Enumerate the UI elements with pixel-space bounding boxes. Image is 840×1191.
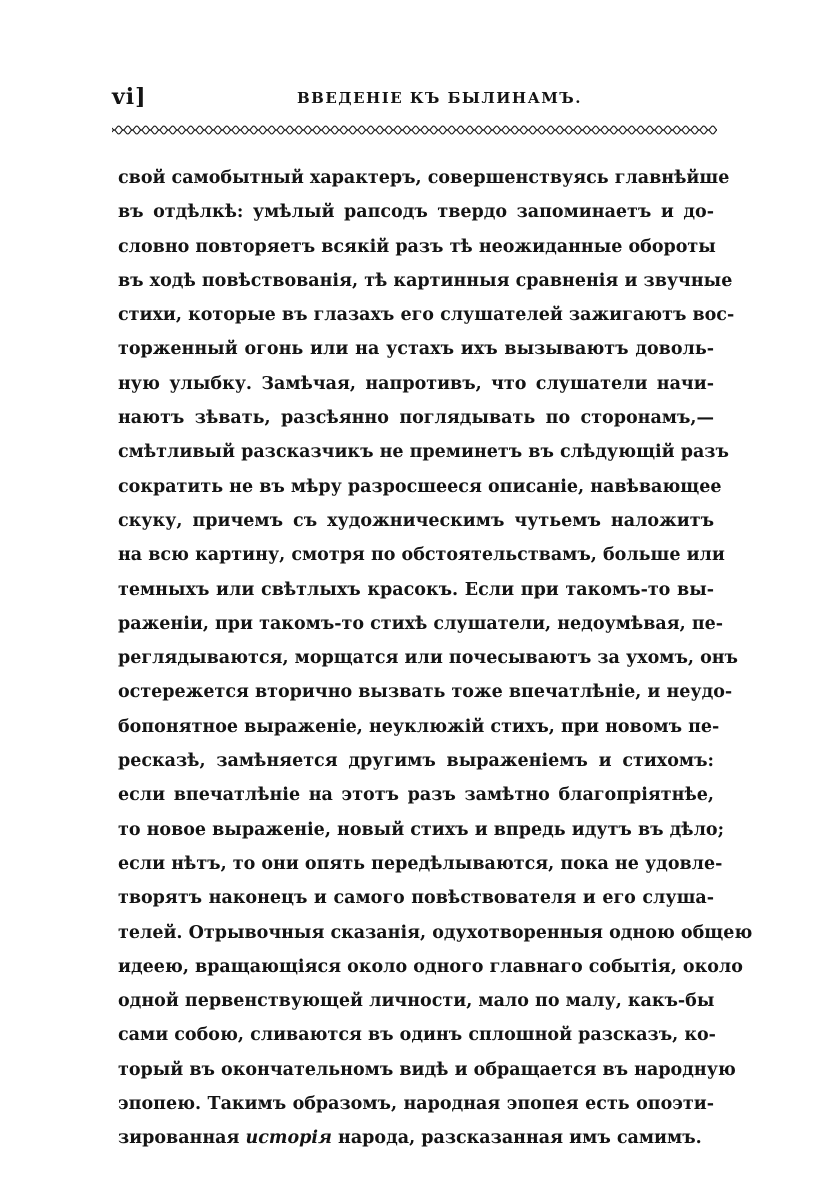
text-line: наютъ зѣвать, разсѣянно поглядывать по сторонамъ,— <box>118 408 714 429</box>
text-line: если впечатлѣніе на этотъ разъ замѣтно благопріятнѣе, <box>118 785 714 806</box>
text-line: ресказѣ, замѣняется другимъ выраженіемъ и стихомъ: <box>118 751 714 772</box>
text-line: творятъ наконецъ и самого повѣствователя и его слуша- <box>118 888 714 909</box>
text-line: то новое выраженіе, новый стихъ и впредь идутъ въ дѣло; <box>118 819 725 840</box>
text-line: смѣтливый разсказчикъ не преминетъ въ слѣдующій разъ <box>118 442 729 463</box>
italic-emphasis: исторія <box>245 1128 332 1149</box>
text-line: стихи, которые въ глазахъ его слушателей зажигаютъ вос- <box>118 305 735 326</box>
text-line: бопонятное выраженіе, неуклюжій стихъ, при новомъ пе- <box>118 716 720 737</box>
text-line: словно повторяетъ всякій разъ тѣ неожиданные обороты <box>118 236 716 257</box>
text-line: торженный огонь или на устахъ ихъ вызываютъ доволь- <box>118 339 714 360</box>
text-line: если нѣтъ, то они опять передѣлываются, пока не удовле- <box>118 853 723 874</box>
text-line: сами собою, сливаются въ одинъ сплошной разсказъ, ко- <box>118 1025 716 1046</box>
text-segment: народа, разсказанная имъ самимъ. <box>331 1128 702 1149</box>
text-line: торый въ окончательномъ видѣ и обращается въ народную <box>118 1059 736 1080</box>
text-segment: зированная <box>118 1128 246 1149</box>
text-line-final <box>118 1121 714 1155</box>
text-line: раженіи, при такомъ-то стихѣ слушатели, недоумѣвая, пе- <box>118 613 724 634</box>
wavy-rule-ornament <box>112 122 717 138</box>
text-line: сократить не въ мѣру разросшееся описаніе, навѣвающее <box>118 476 722 497</box>
body-text <box>118 161 753 1156</box>
text-line: на всю картину, смотря по обстоятельствамъ, больше или <box>118 545 725 566</box>
text-line: телей. Отрывочныя сказанія, одухотворенныя одною общею <box>118 922 753 943</box>
text-line: свой самобытный характеръ, совершенствуясь главнѣйше <box>118 168 730 188</box>
text-line: остережется вторично вызвать тоже впечатлѣніе, и неудо- <box>118 682 733 703</box>
text-line: реглядываются, морщатся или почесываютъ за ухомъ, онъ <box>118 648 738 669</box>
text-line: одной первенствующей личности, мало по малу, какъ-бы <box>118 991 715 1012</box>
text-line: скуку, причемъ съ художническимъ чутьемъ наложитъ <box>118 510 714 531</box>
text-line: эпопею. Такимъ образомъ, народная эпопея есть опоэти- <box>118 1094 714 1115</box>
text-line: ную улыбку. Замѣчая, напротивъ, что слушатели начи- <box>118 373 714 394</box>
page-header <box>112 84 717 114</box>
running-title: ВВЕДЕНІЕ КЪ БЫЛИНАМЪ. <box>297 89 582 107</box>
text-line: въ ходѣ повѣствованія, тѣ картинныя сравненія и звучные <box>118 270 733 291</box>
text-line: идеею, вращающіяся около одного главнаго событія, около <box>118 956 743 977</box>
text-line: темныхъ или свѣтлыхъ красокъ. Если при такомъ-то вы- <box>118 579 714 600</box>
page-number: vi] <box>112 84 147 110</box>
text-line: въ отдѣлкѣ: умѣлый рапсодъ твердо запоминаетъ и до- <box>118 202 714 223</box>
